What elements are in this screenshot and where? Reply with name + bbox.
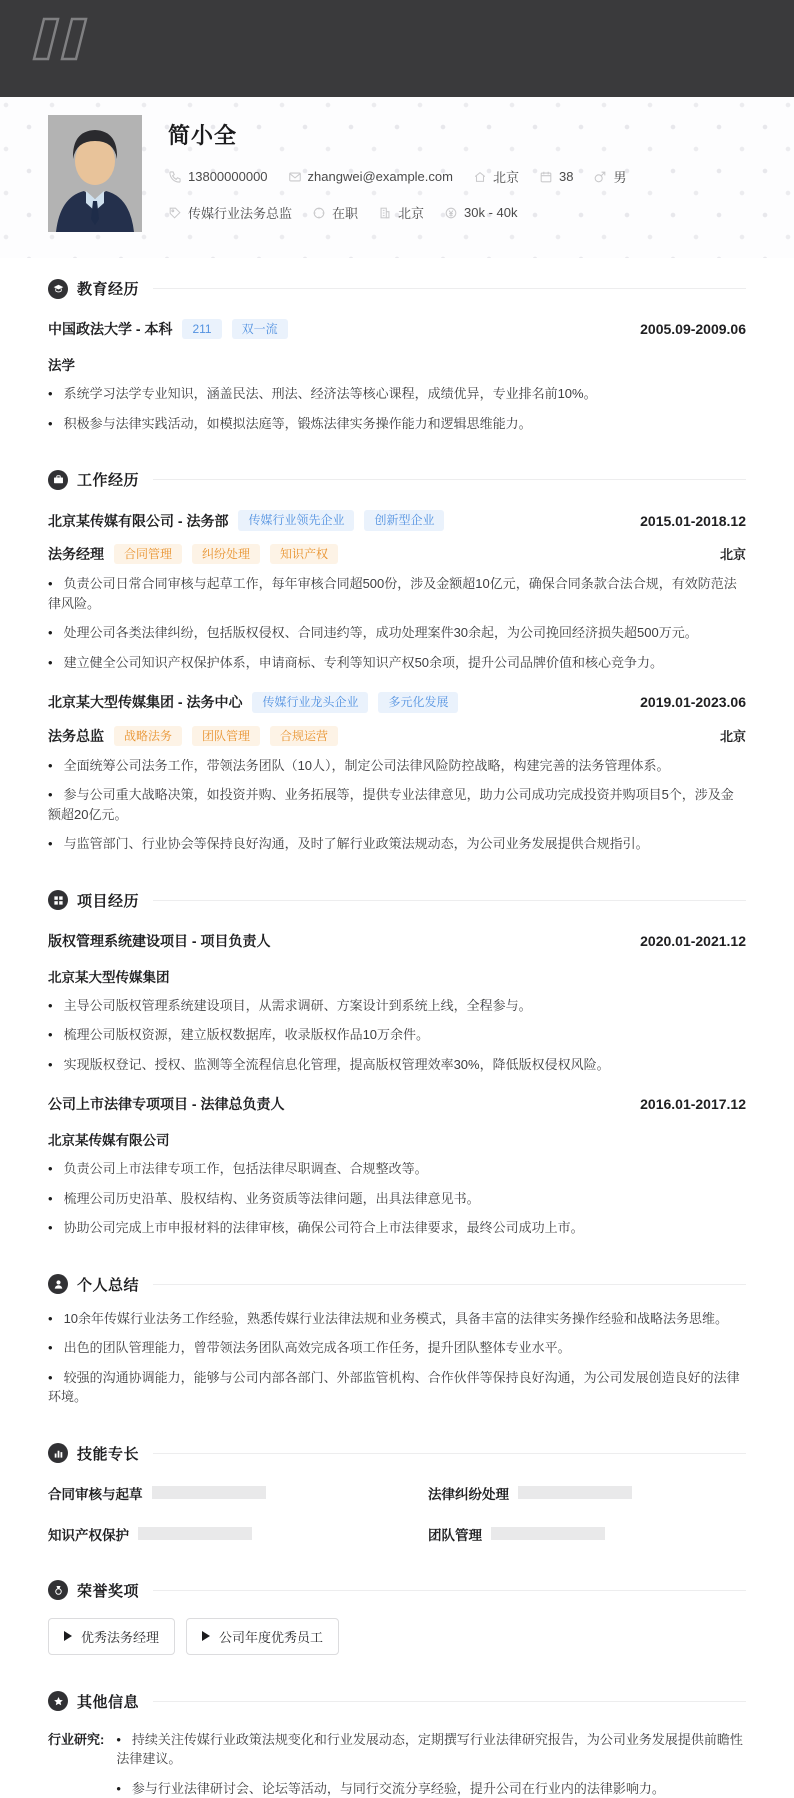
bullet-dot: • <box>48 787 53 803</box>
age-value: 38 <box>558 169 574 184</box>
salary-value: 30k - 40k <box>464 205 518 220</box>
section-other <box>48 1691 746 1798</box>
company-tag: 多元化发展 <box>378 692 458 712</box>
home-icon <box>473 170 487 184</box>
section-title: 其他信息 <box>77 1693 140 1711</box>
school-name: 中国政法大学 - 本科 <box>48 321 173 338</box>
summary-bullet: • 10余年传媒行业法务工作经验，熟悉传媒行业法律法规和业务模式，具备丰富的法律实务操作经验和战略法务思维。 <box>48 1310 729 1326</box>
gender-icon <box>593 170 607 184</box>
section-work <box>48 469 746 854</box>
section-title: 技能专长 <box>77 1445 140 1463</box>
section-skills <box>48 1443 746 1544</box>
gender-item <box>593 167 626 186</box>
skill-item <box>48 1483 366 1503</box>
salary-icon <box>444 206 458 220</box>
project-entry <box>48 931 746 1075</box>
work-bullet: • 建立健全公司知识产权保护体系，申请商标、专利等知识产权50余项，提升公司品牌价值和核心竞争力。 <box>48 654 664 670</box>
project-bullet: • 主导公司版权管理系统建设项目，从需求调研、方案设计到系统上线，全程参与。 <box>48 997 532 1013</box>
bullet-dot: • <box>48 997 53 1013</box>
project-bullet: • 梳理公司版权资源，建立版权数据库，收录版权作品10万余件。 <box>48 1027 430 1043</box>
play-icon <box>64 1631 72 1641</box>
bullet-dot: • <box>116 1731 121 1747</box>
section-projects <box>48 890 746 1238</box>
bullet-dot: • <box>48 386 53 402</box>
role-name: 法务总监 <box>48 727 104 744</box>
profile-header <box>0 97 794 258</box>
section-divider <box>153 1590 746 1591</box>
skill-bar <box>518 1486 632 1499</box>
phone-value: 13800000000 <box>188 169 268 184</box>
bullet-dot: • <box>48 625 53 641</box>
section-honors <box>48 1580 746 1655</box>
section-summary <box>48 1274 746 1407</box>
project-bullet: • 协助公司完成上市申报材料的法律审核，确保公司符合上市法律要求，最终公司成功上市。 <box>48 1220 584 1236</box>
status-icon <box>312 206 326 220</box>
bar-chart-icon <box>48 1443 68 1463</box>
role-tag: 合同管理 <box>114 544 182 564</box>
briefcase-icon <box>48 470 68 490</box>
section-title: 个人总结 <box>77 1276 140 1294</box>
tag-icon <box>168 206 182 220</box>
section-divider <box>153 288 746 289</box>
phone-item <box>168 169 268 184</box>
role-tag: 知识产权 <box>270 544 338 564</box>
skill-item <box>48 1524 366 1544</box>
city-value: 北京 <box>492 170 519 185</box>
top-banner <box>0 0 794 97</box>
project-title: 版权管理系统建设项目 - 项目负责人 <box>48 932 271 949</box>
section-divider <box>153 1701 746 1702</box>
quote-icon <box>30 13 96 65</box>
company-tag: 传媒行业领先企业 <box>238 510 354 530</box>
education-icon <box>48 279 68 299</box>
work-bullet: • 参与公司重大战略决策，如投资并购、业务拓展等，提供专业法律意见，助力公司成功完成投资并购项目5个，涉及金额超20亿元。 <box>48 787 734 822</box>
company-name: 北京某大型传媒集团 - 法务中心 <box>48 694 243 711</box>
work-location: 北京 <box>719 729 746 745</box>
contact-row-1 <box>168 167 626 186</box>
project-title: 公司上市法律专项项目 - 法律总负责人 <box>48 1096 285 1113</box>
skill-label: 团队管理 <box>428 1527 482 1543</box>
section-title: 荣誉奖项 <box>77 1582 140 1600</box>
section-divider <box>153 1284 746 1285</box>
section-title: 项目经历 <box>77 892 140 910</box>
work-entry <box>48 510 746 672</box>
skill-bar <box>491 1527 605 1540</box>
project-entry <box>48 1094 746 1238</box>
major: 法学 <box>48 358 75 374</box>
bullet-dot: • <box>48 654 53 670</box>
bullet-dot: • <box>48 1340 53 1356</box>
other-label: 行业研究: <box>48 1731 105 1747</box>
summary-bullet: • 较强的沟通协调能力，能够与公司内部各部门、外部监管机构、合作伙伴等保持良好沟通，为公司发展创造良好的法律环境。 <box>48 1369 740 1405</box>
bullet-dot: • <box>48 1190 53 1206</box>
email-value: zhangwei@example.com <box>307 169 453 184</box>
other-bullet: • 参与行业法律研讨会、论坛等活动，与同行交流分享经验，提升公司在行业内的法律影响力。 <box>116 1780 665 1796</box>
job-status-value: 在职 <box>332 206 359 221</box>
skill-item <box>428 1483 746 1503</box>
work-entry <box>48 692 746 854</box>
education-bullet: • 系统学习法学专业知识，涵盖民法、刑法、经济法等核心课程，成绩优异，专业排名前10%。 <box>48 386 597 402</box>
honor-label: 公司年度优秀员工 <box>219 1629 324 1645</box>
role-tag: 团队管理 <box>192 726 260 746</box>
work-bullet: • 全面统筹公司法务工作，带领法务团队（10人），制定公司法律风险防控战略，构建完善的法务管理体系。 <box>48 757 670 773</box>
mail-icon <box>288 170 302 184</box>
bullet-dot: • <box>48 1310 53 1326</box>
education-bullet: • 积极参与法律实践活动，如模拟法庭等，锻炼法律实务操作能力和逻辑思维能力。 <box>48 415 532 431</box>
section-title: 教育经历 <box>77 281 140 298</box>
bullet-dot: • <box>48 1027 53 1043</box>
bullet-dot: • <box>48 1056 53 1072</box>
medal-icon <box>48 1580 68 1600</box>
role-name: 法务经理 <box>48 545 104 562</box>
bullet-dot: • <box>48 1161 53 1177</box>
skill-label: 合同审核与起草 <box>48 1486 143 1502</box>
phone-icon <box>168 170 182 184</box>
education-date: 2005.09-2009.06 <box>640 321 746 338</box>
section-divider <box>153 900 746 901</box>
avatar <box>48 115 142 232</box>
project-bullet: • 负责公司上市法律专项工作，包括法律尽职调查、合规整改等。 <box>48 1161 428 1177</box>
school-tag: 211 <box>182 319 221 339</box>
skill-label: 知识产权保护 <box>48 1527 129 1543</box>
other-bullet: • 持续关注传媒行业政策法规变化和行业发展动态，定期撰写行业法律研究报告，为公司业务发展提供前瞻性法律建议。 <box>116 1731 743 1767</box>
school-tag: 双一流 <box>232 319 288 339</box>
skill-bar <box>152 1486 266 1499</box>
bullet-dot: • <box>48 757 53 773</box>
gender-value: 男 <box>613 170 627 185</box>
company-tag: 传媒行业龙头企业 <box>252 692 368 712</box>
age-item <box>539 169 573 184</box>
job-title-value: 传媒行业法务总监 <box>188 206 293 221</box>
grid-icon <box>48 890 68 910</box>
bullet-dot: • <box>48 1220 53 1236</box>
work-location: 北京 <box>719 547 746 563</box>
section-divider <box>153 1453 746 1454</box>
city-item <box>473 167 519 186</box>
section-education <box>48 278 746 433</box>
company-name: 北京某传媒有限公司 - 法务部 <box>48 512 229 529</box>
work-date: 2019.01-2023.06 <box>640 694 746 711</box>
job-city-item <box>378 203 424 222</box>
honor-label: 优秀法务经理 <box>81 1629 160 1645</box>
play-icon <box>202 1631 210 1641</box>
project-org: 北京某传媒有限公司 <box>48 1133 170 1149</box>
candidate-name: 简小全 <box>168 123 238 148</box>
section-title: 工作经历 <box>77 472 140 490</box>
skill-item <box>428 1524 746 1544</box>
bullet-dot: • <box>48 415 53 431</box>
bullet-dot: • <box>116 1780 121 1796</box>
building-icon <box>378 206 392 220</box>
job-status-item <box>312 203 358 222</box>
work-date: 2015.01-2018.12 <box>640 512 746 529</box>
project-bullet: • 实现版权登记、授权、监测等全流程信息化管理，提高版权管理效率30%，降低版权侵权风险。 <box>48 1056 610 1072</box>
project-date: 2020.01-2021.12 <box>640 932 746 949</box>
summary-bullet: • 出色的团队管理能力，曾带领法务团队高效完成各项工作任务，提升团队整体专业水平。 <box>48 1340 571 1356</box>
honor-chip[interactable] <box>48 1618 175 1655</box>
role-tag: 战略法务 <box>114 726 182 746</box>
salary-item <box>444 205 517 220</box>
role-tag: 合规运营 <box>270 726 338 746</box>
bullet-dot: • <box>48 836 53 852</box>
job-title-item <box>168 203 292 222</box>
section-divider <box>153 479 746 480</box>
role-tag: 纠纷处理 <box>192 544 260 564</box>
skill-label: 法律纠纷处理 <box>428 1486 509 1502</box>
skill-bar <box>138 1527 252 1540</box>
work-bullet: • 负责公司日常合同审核与起草工作，每年审核合同超500份，涉及金额超10亿元，确保合同条款合法合规，有效防范法律风险。 <box>48 576 737 611</box>
calendar-icon <box>539 170 553 184</box>
job-city-value: 北京 <box>398 206 425 221</box>
work-bullet: • 处理公司各类法律纠纷，包括版权侵权、合同违约等，成功处理案件30余起，为公司挽回经济损失超500万元。 <box>48 625 698 641</box>
star-icon <box>48 1691 68 1711</box>
person-icon <box>48 1274 68 1294</box>
work-bullet: • 与监管部门、行业协会等保持良好沟通，及时了解行业政策法规动态，为公司业务发展提供合规指引。 <box>48 836 649 852</box>
project-org: 北京某大型传媒集团 <box>48 969 170 985</box>
bullet-dot: • <box>48 1369 53 1385</box>
bullet-dot: • <box>48 576 53 592</box>
email-item <box>288 169 453 184</box>
project-bullet: • 梳理公司历史沿革、股权结构、业务资质等法律问题，出具法律意见书。 <box>48 1190 480 1206</box>
project-date: 2016.01-2017.12 <box>640 1096 746 1113</box>
contact-row-2 <box>168 203 626 222</box>
company-tag: 创新型企业 <box>364 510 444 530</box>
honor-chip[interactable] <box>186 1618 339 1655</box>
